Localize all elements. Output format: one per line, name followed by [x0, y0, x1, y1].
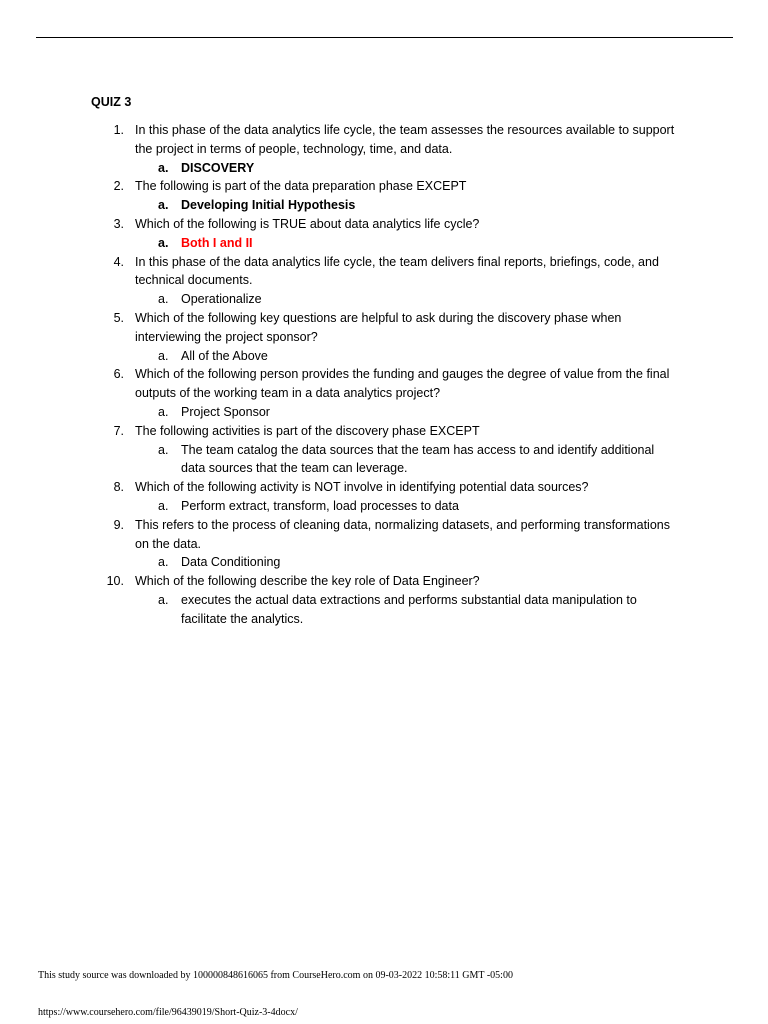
answer-text: Developing Initial Hypothesis: [181, 198, 356, 213]
question-text: Which of the following key questions are helpful to ask during the discovery phase when interviewing the project sponsor?: [135, 310, 622, 344]
answer-item: [0, 196, 681, 215]
question-text: Which of the following person provides the funding and gauges the degree of value from the final outputs of the working team in a data analytics project?: [135, 367, 670, 401]
question-text: The following is part of the data preparation phase EXCEPT: [135, 179, 467, 194]
question-item: [0, 478, 680, 497]
question-number: 3.: [113, 216, 124, 231]
question-text: In this phase of the data analytics life cycle, the team delivers final reports, briefings, code, and technical documents.: [135, 254, 659, 288]
answer-item: [0, 497, 681, 516]
answer-text: Data Conditioning: [181, 555, 281, 570]
answer-letter: a.: [158, 555, 169, 570]
question-number: 9.: [113, 517, 124, 532]
answer-letter: a.: [158, 442, 169, 457]
answer-text: Perform extract, transform, load processes to data: [181, 498, 459, 513]
answer-text: The team catalog the data sources that the team has access to and identify additional data sources that the team can leverage.: [181, 442, 655, 476]
answer-text: executes the actual data extractions and performs substantial data manipulation to facilitate the analytics.: [181, 592, 637, 626]
question-item: [0, 177, 680, 196]
question-item: [0, 365, 680, 403]
download-note: This study source was downloaded by 100000848616065 from CourseHero.com on 09-03-2022 10:58:11 GMT -05:00: [38, 970, 513, 981]
source-url: https://www.coursehero.com/file/96439019/Short-Quiz-3-4docx/: [38, 1007, 298, 1018]
answer-letter: a.: [158, 235, 169, 250]
answer-text: Project Sponsor: [181, 404, 270, 419]
question-number: 10.: [106, 574, 124, 589]
answer-letter: a.: [158, 498, 169, 513]
answer-letter: a.: [158, 404, 169, 419]
answer-letter: a.: [158, 292, 169, 307]
question-number: 2.: [113, 179, 124, 194]
question-item: [0, 516, 680, 554]
answer-text-highlighted: Both I and II: [181, 235, 253, 250]
question-item: [0, 309, 680, 347]
question-number: 1.: [113, 123, 124, 137]
quiz-title: QUIZ 3: [91, 95, 132, 109]
answer-letter: a.: [158, 592, 169, 607]
answer-item: [0, 234, 681, 253]
question-item: [0, 253, 680, 291]
answer-letter: a.: [158, 348, 169, 363]
answer-item: [0, 290, 681, 309]
answer-item: [0, 441, 681, 479]
question-number: 5.: [113, 310, 124, 325]
answer-letter: a.: [158, 160, 169, 175]
question-text: Which of the following is TRUE about data analytics life cycle?: [135, 216, 480, 231]
question-text: In this phase of the data analytics life cycle, the team assesses the resources available to support the project in terms of people, technology, time, and data.: [135, 123, 675, 156]
question-list: [0, 121, 768, 629]
answer-item: [0, 591, 681, 629]
question-item: [0, 215, 680, 234]
answer-text: All of the Above: [181, 348, 268, 363]
answer-item: [0, 159, 681, 178]
answer-text: Operationalize: [181, 292, 262, 307]
question-number: 6.: [113, 367, 124, 382]
question-number: 7.: [113, 423, 124, 438]
question-item: [0, 422, 680, 441]
answer-item: [0, 347, 681, 366]
top-divider: [36, 37, 733, 38]
answer-letter: a.: [158, 198, 169, 213]
question-number: 4.: [113, 254, 124, 269]
question-item: [0, 572, 680, 591]
answer-item: [0, 553, 681, 572]
question-item: [0, 121, 680, 159]
answer-text: DISCOVERY: [181, 160, 255, 175]
question-number: 8.: [113, 480, 124, 495]
question-text: Which of the following describe the key role of Data Engineer?: [135, 574, 480, 589]
question-text: Which of the following activity is NOT involve in identifying potential data sources?: [135, 480, 589, 495]
question-text: This refers to the process of cleaning data, normalizing datasets, and performing transformations on the data.: [135, 517, 670, 551]
answer-item: [0, 403, 681, 422]
question-text: The following activities is part of the discovery phase EXCEPT: [135, 423, 480, 438]
